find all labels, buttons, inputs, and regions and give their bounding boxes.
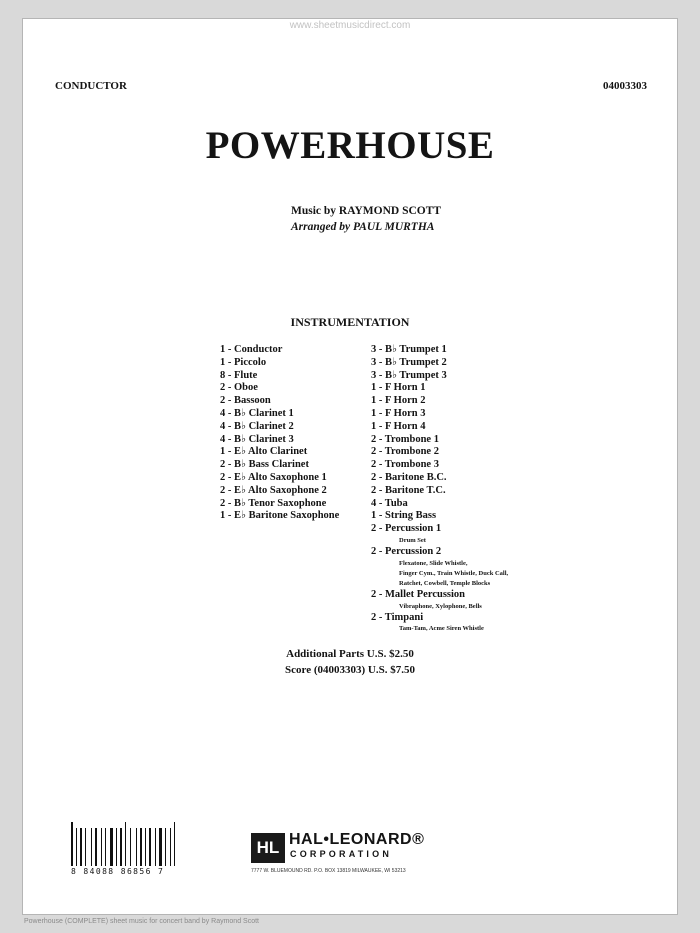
- barcode-bar: [167, 828, 169, 866]
- barcode-bar: [107, 828, 109, 866]
- instrument-item: 2 - Trombone 2: [371, 446, 439, 458]
- barcode-digits: 8 84088 86856 7: [71, 867, 165, 876]
- barcode-bar: [83, 828, 84, 866]
- barcode-bar: [176, 828, 178, 866]
- instrument-item: 3 - B♭ Trumpet 1: [371, 344, 447, 355]
- barcode-bar: [120, 828, 122, 866]
- publisher-name: HAL•LEONARD®: [289, 831, 425, 848]
- barcode-bar: [118, 828, 119, 866]
- price-info: [23, 646, 677, 678]
- instrument-item: 2 - Mallet Percussion: [371, 588, 465, 600]
- barcode-bars: [71, 828, 197, 866]
- barcode-bar: [136, 828, 137, 866]
- barcode-bar: [105, 828, 106, 866]
- instrument-item: 1 - Conductor: [220, 344, 283, 355]
- publisher-address: 7777 W. BLUEMOUND RD. P.O. BOX 13819 MILWAUKEE, WI 53213: [251, 868, 406, 874]
- instrument-item: 1 - F Horn 3: [371, 407, 426, 419]
- instrument-item: 2 - Trombone 1: [371, 433, 439, 445]
- barcode-bar: [165, 828, 166, 866]
- instrument-item: 4 - Tuba: [371, 497, 408, 509]
- instrument-item: 1 - F Horn 1: [371, 382, 426, 394]
- barcode-bar: [127, 828, 129, 866]
- instrumentation-list-left: [220, 344, 339, 523]
- barcode-bar: [110, 828, 113, 866]
- instrument-item: 1 - F Horn 4: [371, 420, 426, 432]
- barcode-bar: [138, 828, 139, 866]
- instrumentation-list-right: [371, 344, 508, 634]
- instrument-item: 2 - Timpani: [371, 611, 424, 623]
- barcode-bar: [93, 828, 94, 866]
- instrument-item: 2 - Baritone T.C.: [371, 484, 446, 496]
- barcode-bar: [87, 828, 90, 866]
- credits: [291, 203, 441, 235]
- instrument-item: 1 - E♭ Baritone Saxophone: [220, 510, 340, 522]
- barcode-bar: [80, 828, 82, 866]
- instrument-item: 2 - Trombone 3: [371, 459, 439, 471]
- barcode-bar: [125, 822, 126, 866]
- barcode-bar: [147, 828, 148, 866]
- instrument-item: 2 - E♭ Alto Saxophone 2: [220, 484, 327, 496]
- barcode-bar: [71, 822, 73, 866]
- barcode-bar: [132, 828, 135, 866]
- instrument-detail: Flexatone, Slide Whistle,: [399, 559, 468, 567]
- instrument-item: 2 - B♭ Tenor Saxophone: [220, 497, 327, 509]
- instrument-detail: Vibraphone, Xylophone, Bells: [399, 602, 482, 610]
- barcode: [71, 828, 197, 876]
- hal-leonard-logo-icon: HL: [251, 833, 285, 863]
- publisher-corporation: CORPORATION: [290, 849, 393, 859]
- barcode-bar: [149, 828, 151, 866]
- barcode-bar: [159, 828, 162, 866]
- arranger-credit: Arranged by PAUL MURTHA: [291, 221, 435, 233]
- instrument-item: 2 - Oboe: [220, 382, 258, 394]
- instrument-item: 3 - B♭ Trumpet 2: [371, 356, 447, 368]
- instrument-item: 4 - B♭ Clarinet 2: [220, 420, 294, 432]
- instrument-item: 2 - Baritone B.C.: [371, 471, 447, 483]
- part-label: CONDUCTOR: [55, 80, 127, 92]
- instrument-item: 1 - E♭ Alto Clarinet: [220, 446, 308, 458]
- additional-parts-price: Additional Parts U.S. $2.50: [286, 648, 414, 660]
- instrument-item: 3 - B♭ Trumpet 3: [371, 369, 447, 381]
- barcode-bar: [152, 828, 154, 866]
- barcode-bar: [155, 828, 156, 866]
- barcode-bar: [172, 828, 173, 866]
- barcode-bar: [103, 828, 104, 866]
- barcode-bar: [140, 828, 142, 866]
- instrument-detail: Ratchet, Cowbell, Temple Blocks: [399, 579, 491, 587]
- instrument-item: 4 - B♭ Clarinet 3: [220, 433, 294, 445]
- instrument-item: 1 - F Horn 2: [371, 395, 426, 407]
- instrument-item: 8 - Flute: [220, 369, 258, 381]
- barcode-bar: [163, 828, 164, 866]
- barcode-bar: [95, 828, 97, 866]
- page-footer: Powerhouse (COMPLETE) sheet music for concert band by Raymond Scott: [24, 918, 259, 925]
- barcode-bar: [91, 828, 92, 866]
- barcode-bar: [145, 828, 146, 866]
- barcode-bar: [74, 828, 75, 866]
- score-price: Score (04003303) U.S. $7.50: [285, 664, 415, 676]
- instrument-detail: Finger Cym., Train Whistle, Duck Call,: [399, 569, 509, 577]
- barcode-bar: [116, 828, 117, 866]
- instrument-item: 2 - E♭ Alto Saxophone 1: [220, 471, 327, 483]
- catalog-number: 04003303: [603, 80, 647, 92]
- barcode-bar: [114, 828, 115, 866]
- instrument-item: 2 - Percussion 2: [371, 545, 442, 557]
- instrument-detail: Drum Set: [399, 536, 426, 544]
- instrument-detail: Tam-Tam, Acme Siren Whistle: [399, 625, 484, 633]
- barcode-bar: [143, 828, 144, 866]
- barcode-bar: [174, 822, 175, 866]
- instrument-item: 1 - Piccolo: [220, 356, 267, 368]
- watermark: www.sheetmusicdirect.com: [289, 20, 411, 31]
- instrument-item: 4 - B♭ Clarinet 1: [220, 407, 294, 419]
- barcode-bar: [101, 828, 102, 866]
- instrument-item: 2 - B♭ Bass Clarinet: [220, 459, 309, 471]
- barcode-bar: [170, 828, 171, 866]
- barcode-bar: [123, 828, 124, 866]
- barcode-bar: [157, 828, 158, 866]
- barcode-bar: [85, 828, 86, 866]
- instrument-item: 1 - String Bass: [371, 510, 437, 522]
- barcode-bar: [76, 828, 77, 866]
- barcode-bar: [130, 828, 131, 866]
- barcode-bar: [78, 828, 79, 866]
- composer-credit: Music by RAYMOND SCOTT: [291, 205, 442, 217]
- page-title: POWERHOUSE: [205, 124, 495, 167]
- instrumentation-heading: INSTRUMENTATION: [290, 315, 410, 329]
- instrument-item: 2 - Percussion 1: [371, 523, 442, 535]
- instrument-item: 2 - Bassoon: [220, 395, 271, 407]
- barcode-bar: [98, 828, 100, 866]
- score-cover-page: [22, 18, 678, 915]
